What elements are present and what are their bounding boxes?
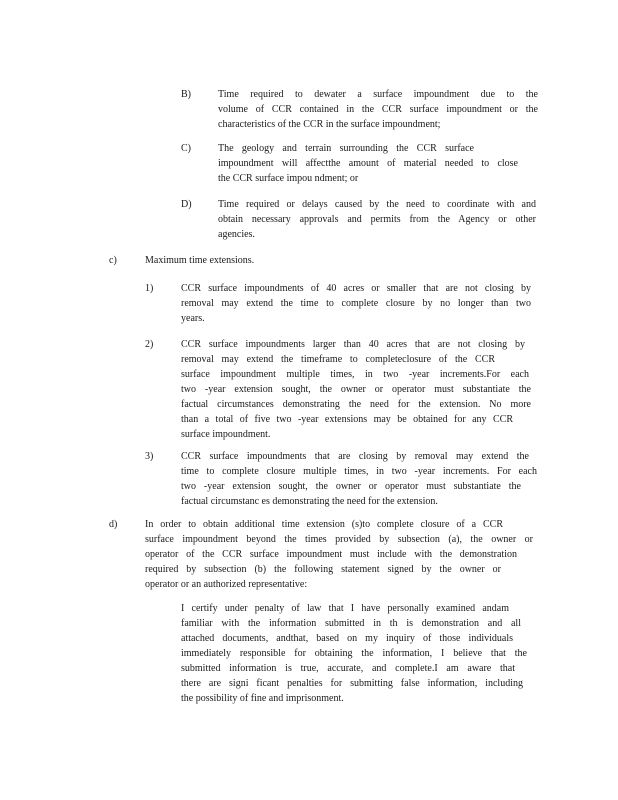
item-text-c [145,253,285,268]
text-line: operator of the CCR surface impoundment must include with the demonstration [145,549,517,560]
text-line: impoundment will affectthe amount of material needed to close [218,158,518,169]
text-line: CCR surface impoundments that are closing by removal may extend the [181,451,529,462]
text-line: In order to obtain additional time extension (s)to complete closure of a CCR [145,519,503,530]
text-line: operator or an authorized representative: [145,579,308,590]
text-line: two -year extension sought, the owner or operator must substantiate the [181,384,531,395]
text-line: I certify under penalty of law that I have personally examined andam [181,603,509,614]
certification-statement [181,601,527,706]
text-line: submitted information is true, accurate, and complete.I am aware that [181,663,515,674]
item-text-C [218,141,518,186]
text-line: Time required to dewater a surface impoundment due to the [218,89,538,100]
text-line: characteristics of the CCR in the surface impoundment; [218,119,441,130]
text-line: immediately responsible for obtaining the information, I believe that the [181,648,527,659]
text-line: surface impoundment beyond the times provided by subsection (a), the owner or [145,534,533,545]
item-label-c3: 3) [145,451,154,462]
text-line: attached documents, andthat, based on my inquiry of those individuals [181,633,513,644]
text-line: Time required or delays caused by the need to coordinate with and [218,199,536,210]
text-line: obtain necessary approvals and permits from the Agency or other [218,214,536,225]
text-line: agencies. [218,229,255,240]
text-line: factual circumstanc es demonstrating the need for the extension. [181,496,438,507]
item-text-c2 [181,337,531,442]
text-line: factual circumstances demonstrating the need for the extension. No more [181,399,531,410]
item-text-c3 [181,449,537,509]
item-label-c1: 1) [145,283,154,294]
text-line: The geology and terrain surrounding the CCR surface [218,143,474,154]
text-line: surface impoundment multiple times, in two -year increments.For each [181,369,529,380]
text-line: CCR surface impoundments of 40 acres or smaller that are not closing by [181,283,531,294]
item-text-c1 [181,281,531,326]
text-line: removal may extend the timeframe to completeclosure of the CCR [181,354,495,365]
item-label-B: B) [181,89,191,100]
item-label-d: d) [109,519,118,530]
text-line: surface impoundment. [181,429,271,440]
text-line: time to complete closure multiple times, in two -year increments. For each [181,466,537,477]
text-line: volume of CCR contained in the CCR surface impoundment or the [218,104,538,115]
text-line: years. [181,313,205,324]
text-line: required by subsection (b) the following statement signed by the owner or [145,564,501,575]
item-text-d [145,517,533,592]
text-line: than a total of five two -year extensions may be obtained for any CCR [181,414,513,425]
item-text-D [218,197,536,242]
item-label-c: c) [109,255,117,266]
item-label-C: C) [181,143,191,154]
text-line: Maximum time extensions. [145,255,255,266]
text-line: the CCR surface impou ndment; or [218,173,359,184]
item-label-D: D) [181,199,192,210]
text-line: removal may extend the time to complete closure by no longer than two [181,298,531,309]
item-text-B [218,87,538,132]
text-line: there are signi ficant penalties for submitting false information, including [181,678,523,689]
text-line: the possibility of fine and imprisonment. [181,693,344,704]
text-line: familiar with the information submitted in th is demonstration and all [181,618,521,629]
text-line: CCR surface impoundments larger than 40 acres that are not closing by [181,339,525,350]
text-line: two -year extension sought, the owner or operator must substantiate the [181,481,521,492]
item-label-c2: 2) [145,339,154,350]
